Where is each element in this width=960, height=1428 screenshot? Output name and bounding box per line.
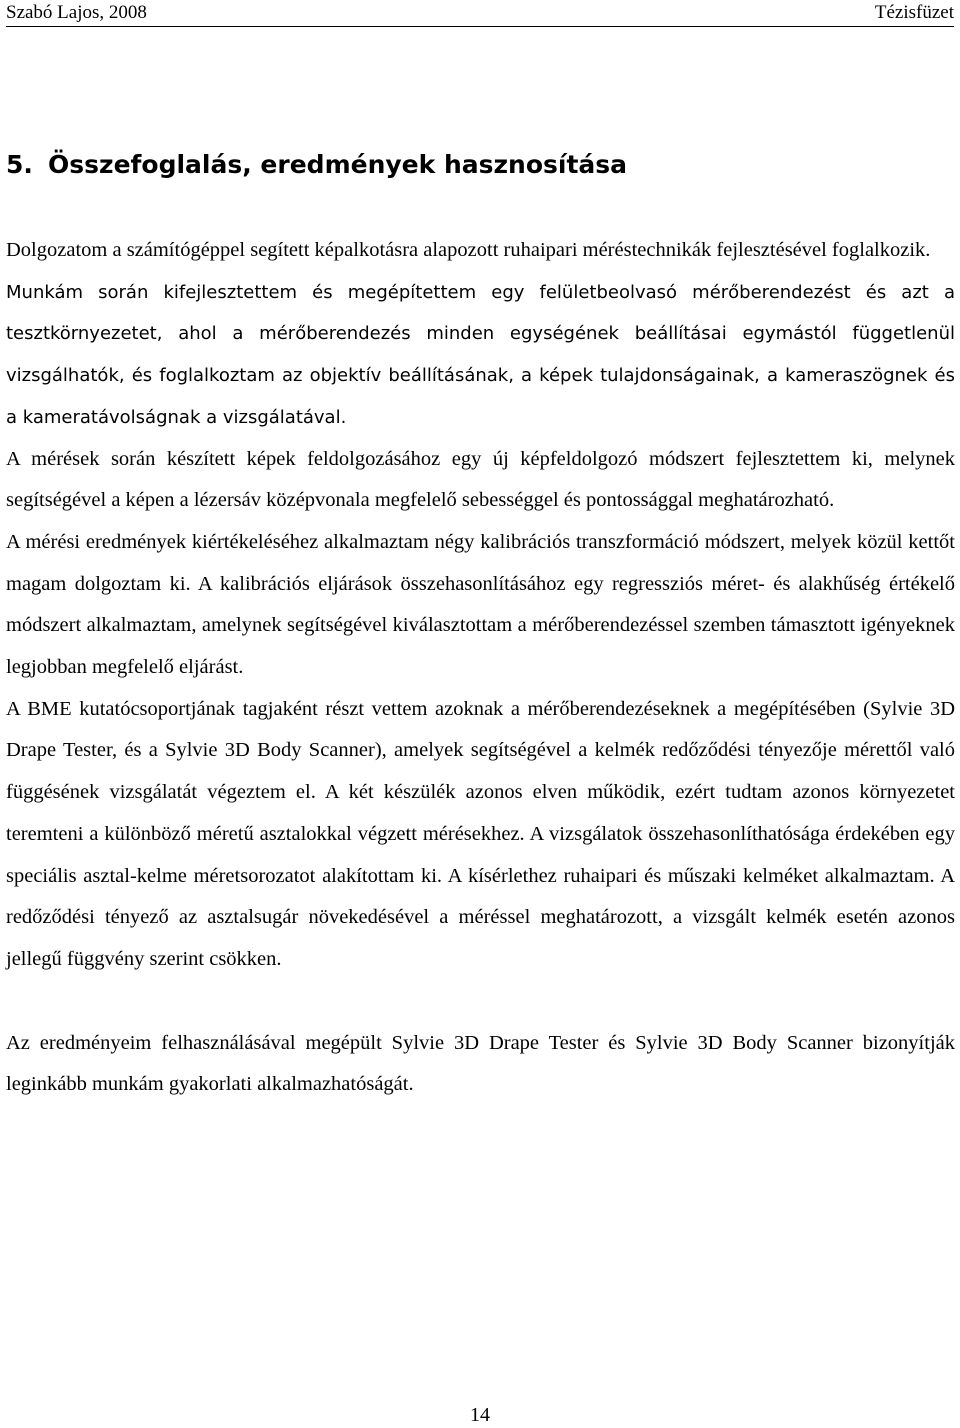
chapter-number: 5. [6, 150, 33, 179]
body-text [6, 230, 955, 1106]
paragraph-introduction: Dolgozatom a számítógéppel segített képalkotásra alapozott ruhaipari méréstechnikák fejlesztésével foglalkozik. [6, 239, 931, 261]
header-document-type: Tézisfüzet [874, 2, 954, 23]
header-author-year: Szabó Lajos, 2008 [6, 2, 147, 23]
page-header [6, 2, 954, 27]
chapter-title [6, 147, 627, 183]
paragraph-spacer [6, 981, 955, 1023]
paragraph-measuring-device: Munkám során kifejlesztettem és megépítettem egy felületbeolvasó mérőberendezést és azt a tesztkörnyezetet, ahol a mérőberendezés minden egységének beállításai egymástól függetlenül vizsgálhatók, és foglalkoztam az objektív beállításának, a képek tulajdonságainak, a kameraszögnek és a kameratávolságnak a vizsgálatával. [6, 281, 955, 428]
chapter-title-text: Összefoglalás, eredmények hasznosítása [48, 150, 628, 179]
paragraph-application: Az eredményeim felhasználásával megépült Sylvie 3D Drape Tester és Sylvie 3D Body Scanner bizonyítják leginkább munkám gyakorlati alkalmazhatóságát. [6, 1031, 955, 1096]
page-number: 14 [470, 1404, 490, 1426]
paragraph-calibration: A mérési eredmények kiértékeléséhez alkalmaztam négy kalibrációs transzformáció módszert, melyek közül kettőt magam dolgoztam ki. A kalibrációs eljárások összehasonlításához egy regressziós méret- és alakhűség értékelő módszert alkalmaztam, amelynek segítségével kiválasztottam a mérőberendezéssel szemben támasztott igényeknek legjobban megfelelő eljárást. [6, 530, 955, 679]
paragraph-image-processing: A mérések során készített képek feldolgozásához egy új képfeldolgozó módszert fejlesztettem ki, melynek segítségével a képen a lézersáv középvonala megfelelő sebességgel és pontossággal meghatározható. [6, 447, 955, 512]
paragraph-drape-measurement: A BME kutatócsoportjának tagjaként részt vettem azoknak a mérőberendezéseknek a megépítésében (Sylvie 3D Drape Tester, és a Sylvie 3D Body Scanner), amelyek segítségével a kelmék redőződési tényezője mérettől való függésének vizsgálatát végeztem el. A két készülék azonos elven működik, ezért tudtam azonos környezetet teremteni a különböző méretű asztalokkal végzett mérésekhez. A vizsgálatok összehasonlíthatósága érdekében egy speciális asztal-kelme méretsorozatot alakítottam ki. A kísérlethez ruhaipari és műszaki kelméket alkalmaztam. A redőződési tényező az asztalsugár növekedésével a méréssel meghatározott, a vizsgált kelmék esetén azonos jellegű függvény szerint csökken. [6, 697, 955, 970]
